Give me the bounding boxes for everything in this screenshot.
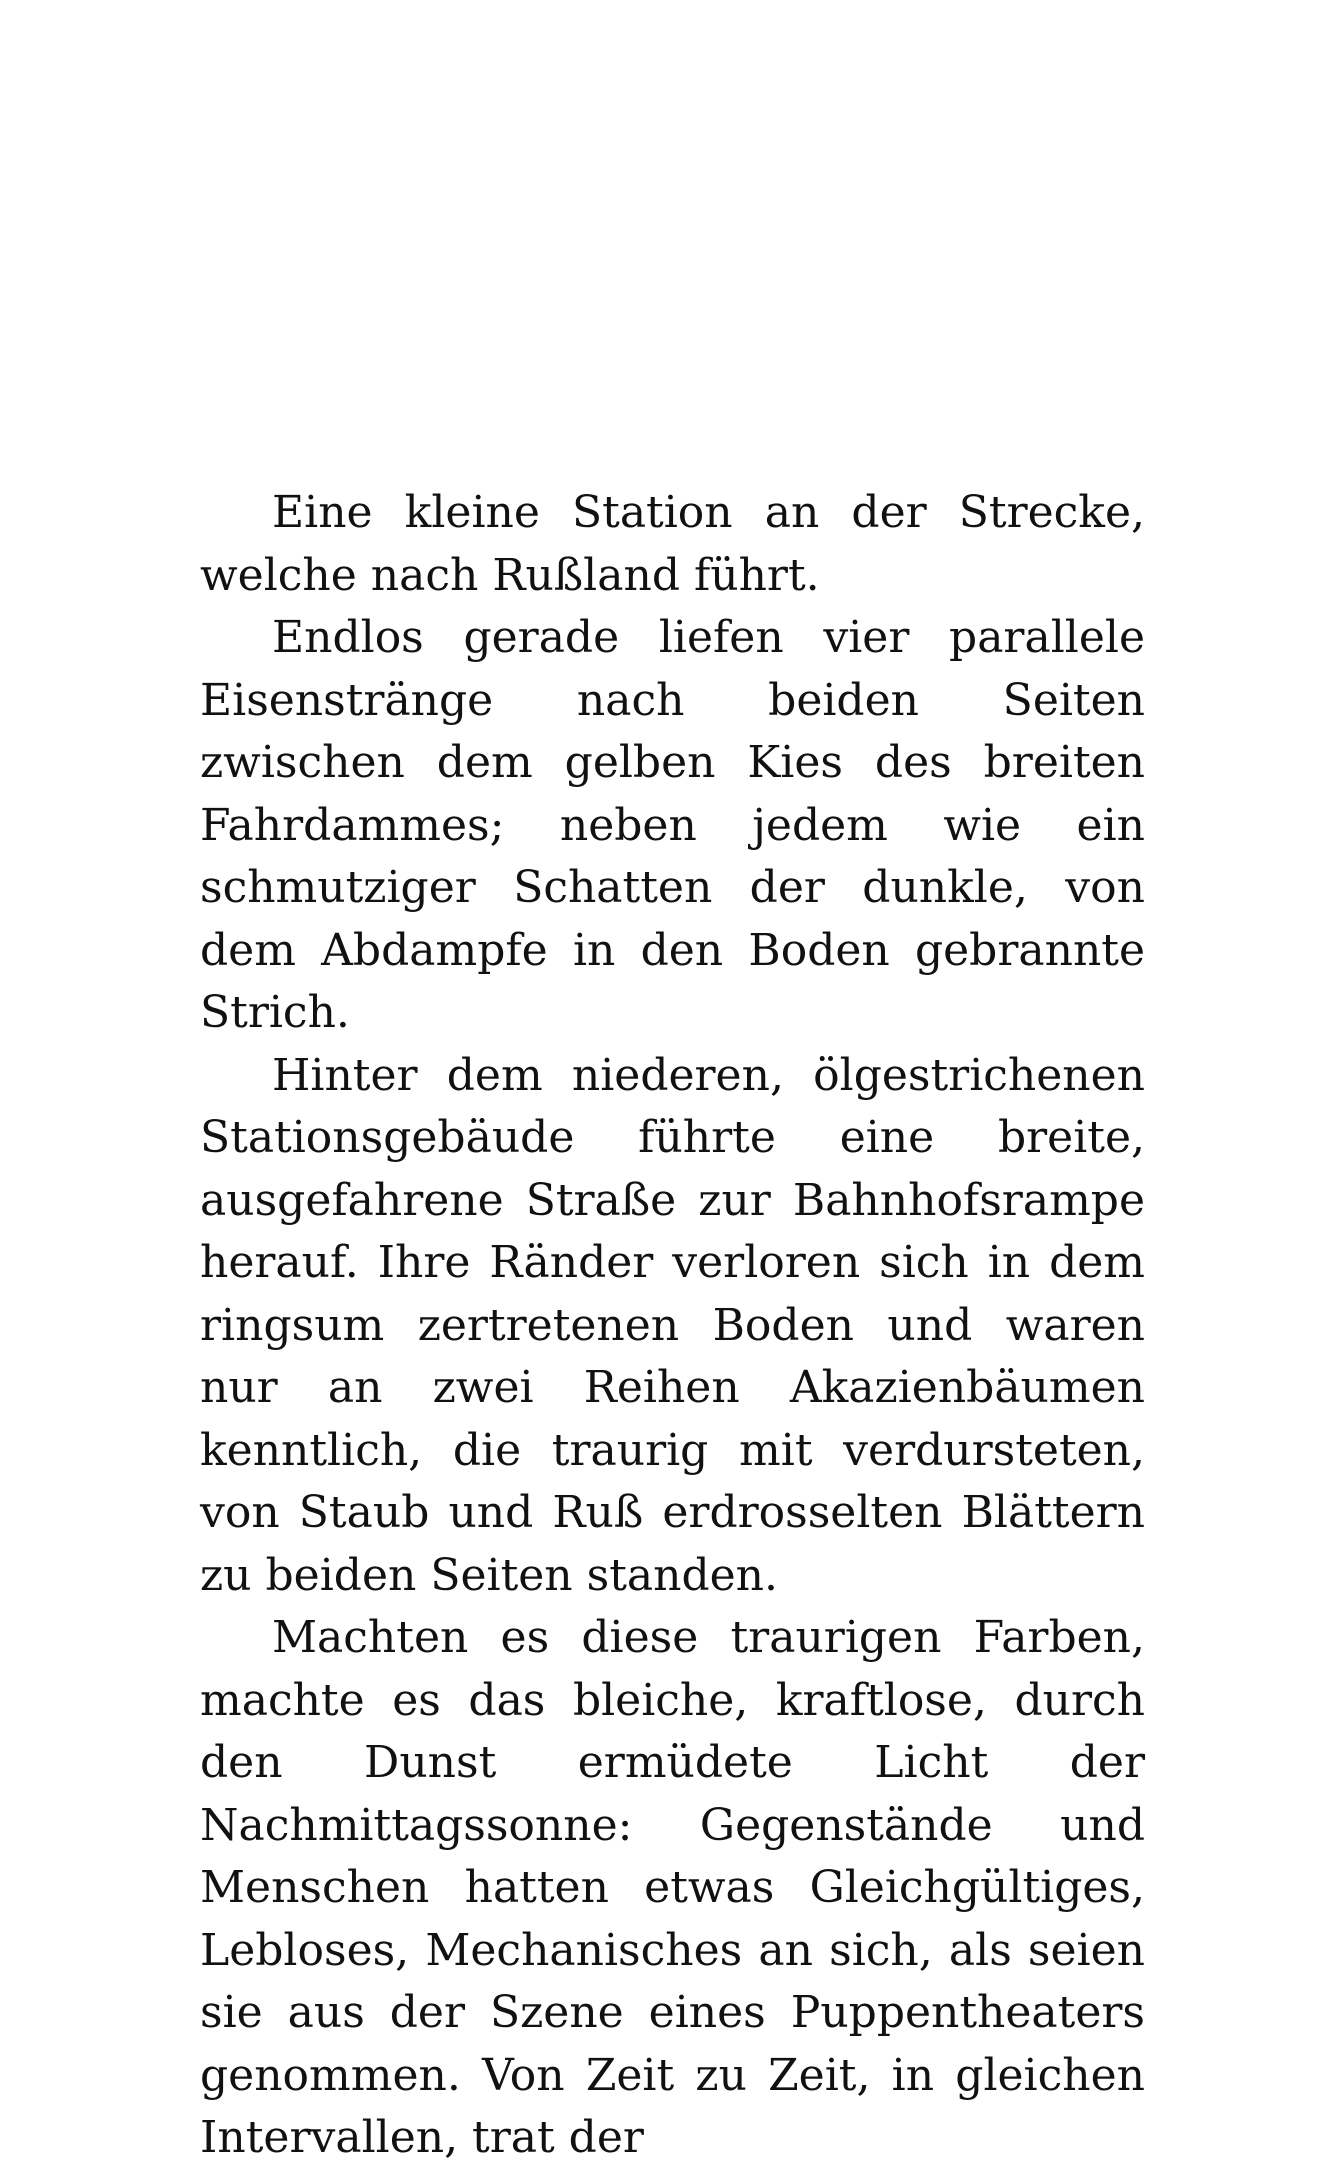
paragraph-4: Machten es diese traurigen Farben, machte es das bleiche, kraftlose, durch den Dunst ermüdete Licht der Nachmittagssonne: Gegenstände und Menschen hatten etwas Gleichgültiges, Lebloses, Mechanisches an sich, als seien sie aus der Szene eines Puppentheaters genommen. Von Zeit zu Zeit, in gleichen Intervallen, trat der <box>200 1612 1145 2163</box>
paragraph-1: Eine kleine Station an der Strecke, welche nach Rußland führt. <box>200 487 1145 601</box>
paragraph-3: Hinter dem niederen, ölgestrichenen Stationsgebäude führte eine breite, ausgefahrene Straße zur Bahnhofsrampe herauf. Ihre Ränder verloren sich in dem ringsum zertretenen Boden und waren nur an zwei Reihen Akazienbäumen kenntlich, die traurig mit verdursteten, von Staub und Ruß erdrosselten Blättern zu beiden Seiten standen. <box>200 1049 1145 1601</box>
paragraph-2: Endlos gerade liefen vier parallele Eisenstränge nach beiden Seiten zwischen dem gelben Kies des breiten Fahrdammes; neben jedem wie ein schmutziger Schatten der dunkle, von dem Abdampfe in den Boden gebrannte Strich. <box>200 612 1145 1038</box>
body-text <box>200 482 1145 2170</box>
